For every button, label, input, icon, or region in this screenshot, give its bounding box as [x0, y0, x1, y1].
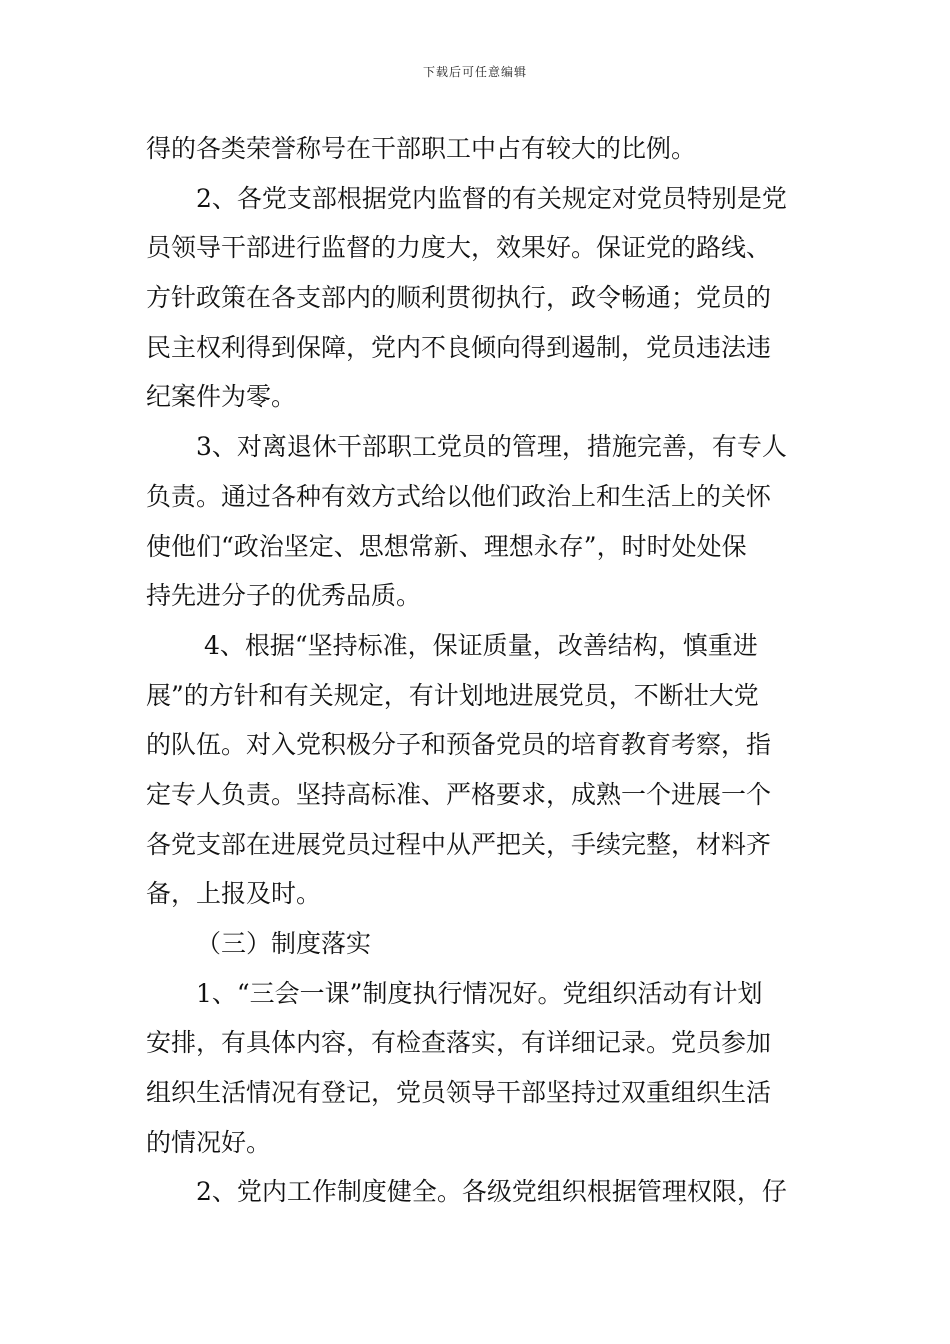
paragraph-line: 1、“三会一课”制度执行情况好。党组织活动有计划	[196, 978, 763, 1008]
paragraph-line: 安排，有具体内容，有检查落实，有详细记录。党员参加	[146, 1028, 772, 1058]
paragraph-line: 纪案件为零。	[146, 382, 297, 412]
paragraph-line: 方针政策在各支部内的顺利贯彻执行，政令畅通；党员的	[146, 283, 772, 313]
document-body	[146, 124, 810, 1217]
paragraph-line: 的情况好。	[146, 1127, 272, 1157]
paragraph-line: 负责。通过各种有效方式给以他们政治上和生活上的关怀	[146, 481, 772, 511]
paragraph-line: 得的各类荣誉称号在干部职工中占有较大的比例。	[146, 134, 697, 163]
paragraph-line: 2、各党支部根据党内监督的有关规定对党员特别是党	[196, 183, 787, 213]
section-heading: （三）制度落实	[196, 929, 372, 958]
paragraph-line: 展”的方针和有关规定，有计划地进展党员，不断壮大党	[146, 680, 759, 710]
paragraph-line: 的队伍。对入党积极分子和预备党员的培育教育考察，指	[146, 730, 772, 760]
paragraph-line: 员领导干部进行监督的力度大，效果好。保证党的路线、	[146, 233, 772, 263]
paragraph-line: 4、根据“坚持标准，保证质量，改善结构，慎重进	[204, 630, 758, 660]
paragraph-line: 使他们“政治坚定、思想常新、理想永存”，时时处处保	[146, 531, 747, 561]
paragraph-line: 备，上报及时。	[146, 879, 322, 909]
paragraph-line: 2、党内工作制度健全。各级党组织根据管理权限，仔	[196, 1177, 787, 1207]
paragraph-line: 持先进分子的优秀品质。	[146, 581, 422, 611]
paragraph-line: 民主权利得到保障，党内不良倾向得到遏制，党员违法违	[146, 332, 772, 362]
paragraph-line: 组织生活情况有登记，党员领导干部坚持过双重组织生活	[146, 1078, 772, 1108]
page-header: 下载后可任意编辑	[422, 65, 527, 79]
paragraph-line: 各党支部在进展党员过程中从严把关，手续完整，材料齐	[146, 829, 772, 859]
paragraph-line: 定专人负责。坚持高标准、严格要求，成熟一个进展一个	[146, 779, 772, 809]
paragraph-line: 3、对离退休干部职工党员的管理，措施完善，有专人	[196, 432, 787, 462]
